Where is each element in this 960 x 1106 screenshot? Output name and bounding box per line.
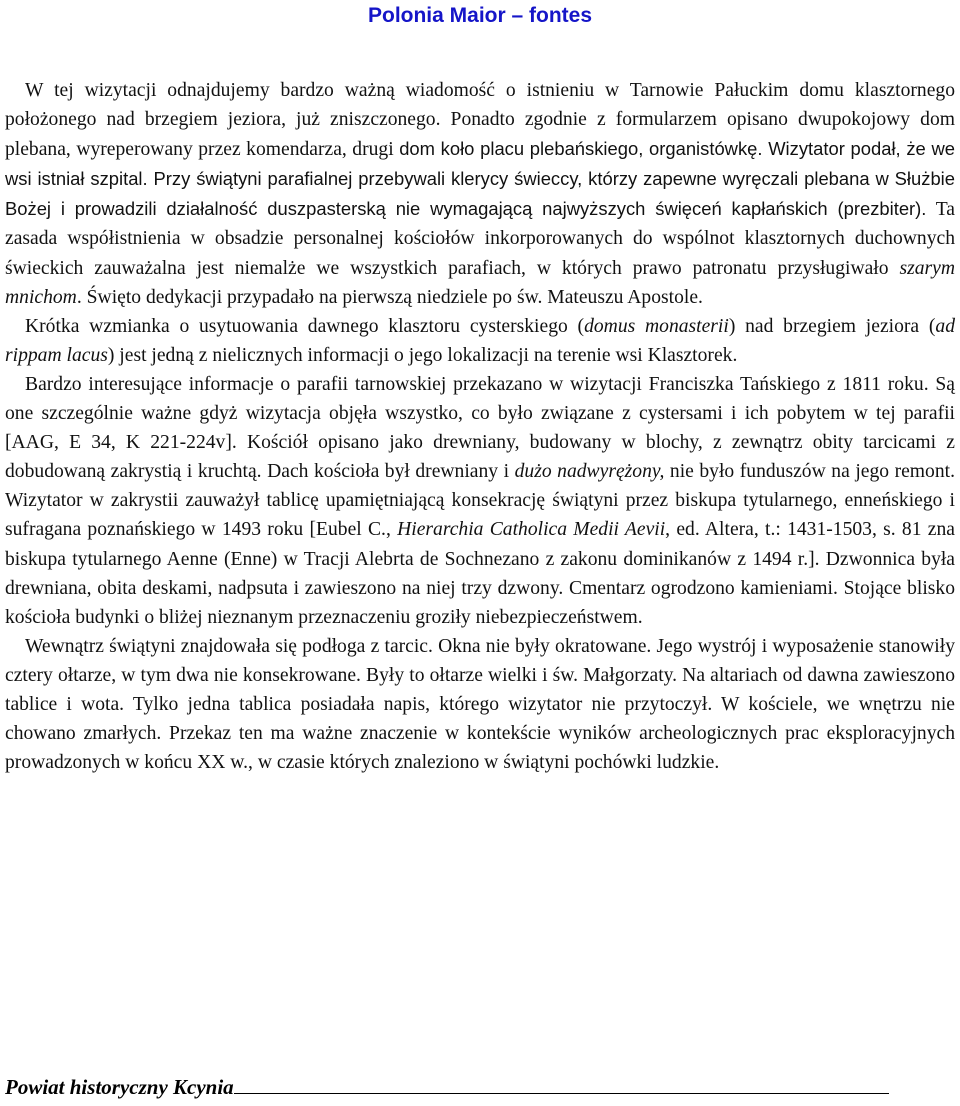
paragraph-1 <box>5 76 955 312</box>
footer-rule <box>234 1075 889 1094</box>
paragraph-2-italic-2: ad rippam lacus <box>5 315 955 366</box>
paragraph-2-part-3: ) jest jedną z nielicznych informacji o jego lokalizacji na terenie wsi Klasztorek. <box>107 344 738 366</box>
paragraph-3-italic-1: dużo nadwyrężony, <box>514 461 665 483</box>
paragraph-2 <box>5 312 955 370</box>
paragraph-3 <box>5 370 955 632</box>
paragraph-2-italic-1: domus monasterii <box>584 315 729 337</box>
footer-label: Powiat historyczny Kcynia <box>5 1075 234 1099</box>
paragraph-2-part-1: Krótka wzmianka o usytuowania dawnego klasztoru cysterskiego ( <box>25 315 585 337</box>
document-body <box>5 76 955 777</box>
page-footer <box>5 1075 955 1100</box>
paragraph-1-part-2: dom koło placu plebańskiego, organistówkę. Wizytator podał, że we wsi istniał szpital. Przy świątyni parafialnej przebywali klerycy świeccy, którzy zapewne wyręczali plebana w Służbie Bożej i prowadzili działalność duszpasterską nie wymagającą najwyższych święceń kapłańskich (prezbiter). <box>5 138 956 220</box>
page-header-title: Polonia Maior – fontes <box>367 4 593 27</box>
paragraph-1-part-4: . Święto dedykacji przypadało na pierwszą niedziele po św. Mateuszu Apostole. <box>76 286 703 308</box>
paragraph-4: Wewnątrz świątyni znajdowała się podłoga z tarcic. Okna nie były okratowane. Jego wystrój i wyposażenie stanowiły cztery ołtarze, w tym dwa nie konsekrowane. Były to ołtarze wielki i św. Małgorzaty. Na altariach od dawna zawieszono tablice i wota. Tylko jedna tablica posiadała napis, którego wizytator nie przytoczył. W kościele, we wnętrzu nie chowano zmarłych. Przekaz ten ma ważne znaczenie w kontekście wyników archeologicznych prac eksploracyjnych prowadzonych w końcu XX w., w czasie których znaleziono w świątyni pochówki ludzkie. <box>5 635 955 774</box>
paragraph-3-part-1: Bardzo interesujące informacje o parafii tarnowskiej przekazano w wizytacji Franciszka Tańskiego z 1811 roku. Są one szczególnie ważne gdyż wizytacja objęła wszystko, co było związane z cystersami i ich pobytem w tej parafii [AAG, E 34, K 221-224v]. Kościół opisano jako drewniany, budowany w blochy, z zewnątrz obity tarcicami z dobudowaną zakrystią i kruchtą. Dach kościoła był drewniany i <box>5 373 955 483</box>
paragraph-3-italic-2: Hierarchia Catholica Medii Aevii <box>397 519 666 541</box>
paragraph-1-part-1: W tej wizytacji odnajdujemy bardzo ważną wiadomość o istnieniu w Tarnowie Pałuckim domu klasztornego położonego nad brzegiem jeziora, już zniszczonego. Ponadto zgodnie z formularzem opisano dwupokojowy dom plebana, wyreperowany przez komendarza, drugi <box>5 80 955 161</box>
paragraph-2-part-2: ) nad brzegiem jeziora ( <box>728 315 936 337</box>
paragraph-3-part-3: , ed. Altera, t.: 1431-1503, s. 81 zna biskupa tytularnego Aenne (Enne) w Tracji Alebrta de Sochnezano z zakonu dominikanów z 1494 r.]. Dzwonnica była drewniana, obita deskami, nadpsuta i zawieszono na niej trzy dzwony. Cmentarz ogrodzono kamieniami. Stojące blisko kościoła budynki o bliżej nieznanym przeznaczeniu groziły niebezpieczeństwem. <box>5 519 955 628</box>
paragraph-3-part-2: nie było funduszów na jego remont. Wizytator w zakrystii zauważył tablicę upamiętniającą konsekrację świątyni przez biskupa tytularnego, enneńskiego i sufragana poznańskiego w 1493 roku [Eubel C., <box>5 461 955 541</box>
paragraph-1-italic: szarym mnichom <box>5 257 955 308</box>
paragraph-1-part-3: Ta zasada współistnienia w obsadzie personalnej kościołów inkorporowanych do wspólnot klasztornych duchownych świeckich zauważalna jest niemalże we wszystkich parafiach, w których prawo patronatu przysługiwało <box>5 199 955 279</box>
